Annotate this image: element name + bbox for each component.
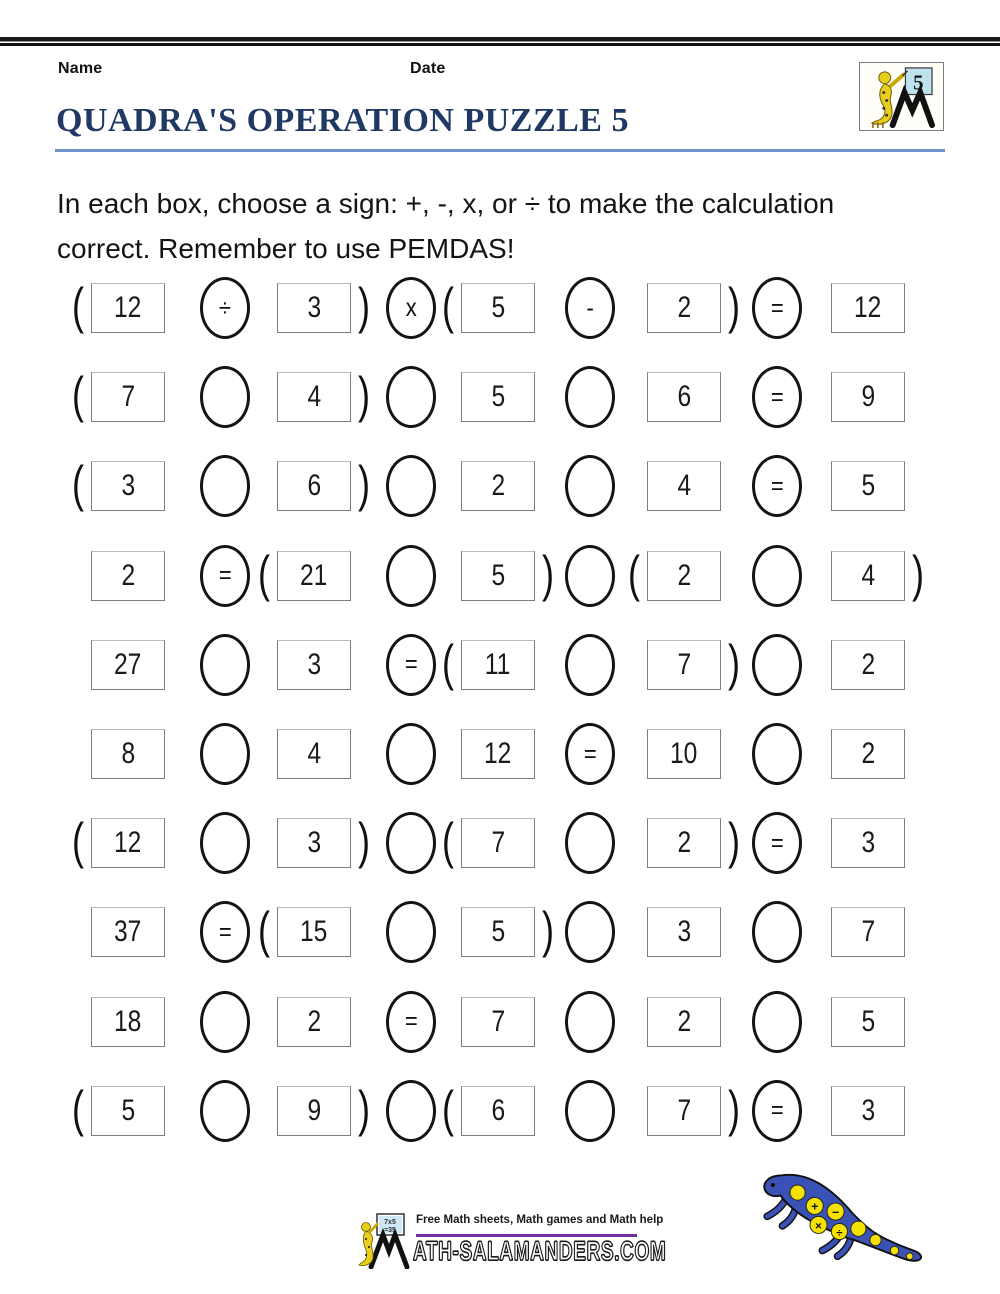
spot (882, 107, 885, 110)
site-logo-badge (859, 62, 944, 131)
number-box (647, 1086, 721, 1136)
number-box (831, 818, 905, 868)
number-value: 18 (114, 1004, 142, 1038)
number-value: 2 (677, 1004, 691, 1038)
equation-row-10 (0, 1080, 1000, 1142)
number-box (461, 372, 535, 422)
equation-row-2 (0, 366, 1000, 428)
spot (885, 114, 888, 117)
number-value: 2 (307, 1004, 321, 1038)
close-paren: ) (912, 545, 924, 602)
number-box (91, 818, 165, 868)
operation-value: = (404, 650, 418, 679)
footer-salamander-body (359, 1231, 373, 1266)
operation-circle-empty[interactable] (565, 812, 615, 874)
close-paren: ) (728, 278, 740, 334)
number-value: 10 (670, 737, 698, 770)
salamander-arm (890, 74, 905, 87)
number-value: 3 (121, 469, 135, 503)
m-logo-glyph (893, 93, 932, 126)
number-value: 3 (677, 915, 691, 949)
instructions (57, 181, 937, 271)
number-box (831, 1086, 905, 1136)
operation-circle-empty[interactable] (386, 455, 436, 517)
equation-row-6 (0, 723, 1000, 785)
salamander-body (872, 84, 892, 125)
number-box (277, 551, 351, 601)
number-box (277, 907, 351, 957)
site-wordmark: ATH-SALAMANDERS.COM (413, 1236, 667, 1266)
number-box (91, 640, 165, 690)
operation-value: = (218, 561, 232, 590)
number-value: 5 (861, 1004, 875, 1038)
close-paren: ) (542, 545, 554, 602)
operation-circle-filled[interactable] (200, 901, 250, 963)
board-line-1: 7x5 (384, 1219, 396, 1226)
close-paren: ) (728, 634, 740, 691)
divide-symbol: ÷ (836, 1227, 843, 1240)
number-box (277, 372, 351, 422)
close-paren: ) (358, 1080, 370, 1137)
number-box (461, 907, 535, 957)
number-box (831, 283, 905, 333)
number-value: 5 (491, 380, 505, 414)
number-value: 37 (114, 915, 142, 949)
instructions-line-2: correct. Remember to use PEMDAS! (57, 233, 515, 264)
board-line-2: =35 (384, 1227, 396, 1234)
number-box (831, 551, 905, 601)
open-paren: ( (72, 813, 84, 870)
operation-value: = (218, 917, 232, 946)
operation-circle-empty[interactable] (200, 991, 250, 1053)
operation-circle-filled[interactable] (386, 634, 436, 696)
number-box (831, 461, 905, 511)
operation-circle-empty[interactable] (565, 901, 615, 963)
equation-row-1 (0, 277, 1000, 339)
spot (368, 1246, 370, 1248)
instructions-line-1: In each box, choose a sign: +, -, x, or ÷ to make the calculation (57, 188, 835, 219)
operation-circle-empty[interactable] (752, 901, 802, 963)
operation-circle-empty[interactable] (752, 991, 802, 1053)
number-box (91, 907, 165, 957)
number-box (831, 907, 905, 957)
operation-circle-empty[interactable] (386, 723, 436, 785)
open-paren: ( (442, 634, 454, 691)
close-paren: ) (358, 367, 370, 424)
spot (365, 1254, 367, 1256)
number-value: 3 (307, 291, 321, 324)
operation-circle-empty[interactable] (565, 455, 615, 517)
operation-circle-empty[interactable] (386, 901, 436, 963)
close-paren: ) (728, 1080, 740, 1137)
equation-row-4 (0, 545, 1000, 607)
number-box (647, 818, 721, 868)
number-value: 7 (491, 826, 505, 860)
minus-symbol: − (831, 1205, 840, 1220)
footer-tagline: Free Math sheets, Math games and Math help (416, 1214, 664, 1226)
number-value: 2 (491, 469, 505, 503)
close-paren: ) (728, 813, 740, 870)
number-box (831, 372, 905, 422)
operation-circle-empty[interactable] (200, 1080, 250, 1142)
close-paren: ) (358, 456, 370, 513)
number-value: 2 (121, 558, 135, 592)
number-box (647, 551, 721, 601)
number-value: 3 (861, 1093, 875, 1127)
number-value: 2 (677, 291, 691, 324)
operation-circle-empty[interactable] (200, 723, 250, 785)
number-value: 9 (307, 1093, 321, 1127)
open-paren: ( (442, 278, 454, 334)
operation-circle-empty[interactable] (386, 545, 436, 607)
number-box (277, 729, 351, 779)
number-box (91, 461, 165, 511)
number-value: 27 (114, 647, 142, 681)
open-paren: ( (628, 545, 640, 602)
number-value: 8 (121, 737, 135, 770)
number-value: 3 (861, 826, 875, 860)
number-value: 6 (307, 469, 321, 503)
operation-value: = (583, 739, 597, 768)
number-value: 7 (121, 380, 135, 414)
number-box (277, 818, 351, 868)
operation-circle-empty[interactable] (752, 723, 802, 785)
number-value: 4 (307, 380, 321, 414)
number-box (647, 907, 721, 957)
operation-value: - (586, 293, 594, 322)
number-box (831, 640, 905, 690)
number-value: 12 (854, 291, 882, 324)
open-paren: ( (258, 545, 270, 602)
number-box (461, 461, 535, 511)
operation-circle-empty[interactable] (565, 545, 615, 607)
operation-circle-filled[interactable] (386, 277, 436, 339)
operation-circle-filled[interactable] (565, 723, 615, 785)
name-label: Name (58, 60, 103, 77)
blue-salamander-icon (752, 1156, 942, 1271)
number-value: 5 (121, 1093, 135, 1127)
number-value: 6 (677, 380, 691, 414)
operation-circle-empty[interactable] (200, 366, 250, 428)
number-value: 3 (307, 647, 321, 681)
operation-circle-empty[interactable] (565, 366, 615, 428)
close-paren: ) (358, 278, 370, 334)
number-box (277, 461, 351, 511)
number-box (831, 729, 905, 779)
salamander-logo-icon (860, 63, 943, 130)
operation-circle-filled[interactable] (200, 545, 250, 607)
number-value: 7 (677, 1093, 691, 1127)
operation-circle-filled[interactable] (565, 277, 615, 339)
title-underline (55, 149, 945, 152)
number-box (461, 640, 535, 690)
operation-circle-empty[interactable] (386, 1080, 436, 1142)
operation-circle-empty[interactable] (565, 1080, 615, 1142)
operation-circle-filled[interactable] (386, 991, 436, 1053)
spot (882, 91, 885, 94)
operation-circle-empty[interactable] (200, 812, 250, 874)
number-value: 7 (861, 915, 875, 949)
number-box (277, 640, 351, 690)
spot (851, 1221, 866, 1236)
number-box (461, 818, 535, 868)
spot (890, 1246, 899, 1255)
number-box (91, 283, 165, 333)
operation-circle-empty[interactable] (752, 545, 802, 607)
number-box (91, 372, 165, 422)
spot (906, 1253, 913, 1260)
operation-value: x (405, 293, 417, 322)
open-paren: ( (442, 1080, 454, 1137)
number-box (91, 551, 165, 601)
operation-value: = (770, 471, 784, 500)
number-value: 12 (114, 291, 142, 324)
operation-circle-filled[interactable] (752, 455, 802, 517)
operation-circle-empty[interactable] (386, 812, 436, 874)
top-rule-bar (0, 37, 1000, 46)
operation-value: = (770, 828, 784, 857)
page-title: QUADRA'S OPERATION PUZZLE 5 (56, 102, 629, 139)
open-paren: ( (258, 902, 270, 959)
badge-number: 5 (913, 72, 924, 95)
operation-circle-filled[interactable] (752, 366, 802, 428)
number-box (91, 997, 165, 1047)
number-value: 4 (677, 469, 691, 503)
equation-row-3 (0, 455, 1000, 517)
number-box (647, 283, 721, 333)
number-value: 4 (861, 558, 875, 592)
number-value: 2 (677, 826, 691, 860)
number-value: 12 (114, 826, 142, 860)
open-paren: ( (72, 367, 84, 424)
number-value: 5 (491, 291, 505, 324)
number-value: 2 (677, 558, 691, 592)
open-paren: ( (72, 456, 84, 513)
number-value: 5 (861, 469, 875, 503)
number-value: 5 (491, 915, 505, 949)
operation-value: = (770, 382, 784, 411)
equation-row-8 (0, 901, 1000, 963)
number-box (647, 640, 721, 690)
number-value: 3 (307, 826, 321, 860)
number-value: 2 (861, 737, 875, 770)
number-box (91, 1086, 165, 1136)
operation-value: = (404, 1007, 418, 1036)
number-box (461, 551, 535, 601)
number-box (461, 283, 535, 333)
times-symbol: × (815, 1220, 822, 1233)
operation-circle-filled[interactable] (752, 1080, 802, 1142)
number-box (647, 997, 721, 1047)
equation-row-5 (0, 634, 1000, 696)
footer-salamander-head (362, 1223, 371, 1232)
number-value: 15 (300, 915, 328, 949)
open-paren: ( (72, 1080, 84, 1137)
plus-symbol: + (811, 1199, 819, 1214)
number-value: 11 (485, 647, 511, 681)
footer-easel-logo-icon (356, 1211, 414, 1269)
number-value: 7 (491, 1004, 505, 1038)
close-paren: ) (542, 902, 554, 959)
easel-m-legs (371, 1235, 407, 1267)
number-box (277, 1086, 351, 1136)
number-box (831, 997, 905, 1047)
operation-circle-filled[interactable] (200, 277, 250, 339)
spot (790, 1185, 805, 1200)
number-box (461, 729, 535, 779)
operation-circle-filled[interactable] (752, 277, 802, 339)
open-paren: ( (72, 278, 84, 334)
number-box (277, 997, 351, 1047)
operation-circle-empty[interactable] (386, 366, 436, 428)
number-box (647, 461, 721, 511)
salamander-head (879, 72, 891, 84)
number-box (647, 372, 721, 422)
equation-row-9 (0, 991, 1000, 1053)
number-value: 21 (300, 558, 328, 592)
number-value: 9 (861, 380, 875, 414)
number-box (647, 729, 721, 779)
equation-row-7 (0, 812, 1000, 874)
date-label: Date (410, 60, 446, 77)
eye (771, 1183, 775, 1187)
operation-circle-empty[interactable] (200, 455, 250, 517)
operation-circle-filled[interactable] (752, 812, 802, 874)
close-paren: ) (358, 813, 370, 870)
operation-circle-empty[interactable] (565, 634, 615, 696)
number-box (91, 729, 165, 779)
operation-circle-empty[interactable] (752, 634, 802, 696)
operation-circle-empty[interactable] (565, 991, 615, 1053)
number-value: 5 (491, 558, 505, 592)
spot (365, 1238, 367, 1240)
number-value: 2 (861, 647, 875, 681)
number-value: 4 (307, 737, 321, 770)
open-paren: ( (442, 813, 454, 870)
operation-value: = (770, 1096, 784, 1125)
number-box (461, 997, 535, 1047)
operation-value: ÷ (218, 293, 232, 322)
operation-circle-empty[interactable] (200, 634, 250, 696)
spot (870, 1234, 881, 1245)
number-value: 12 (484, 737, 512, 770)
number-value: 7 (677, 647, 691, 681)
number-box (277, 283, 351, 333)
spot (885, 99, 888, 102)
number-box (461, 1086, 535, 1136)
number-value: 6 (491, 1093, 505, 1127)
operation-value: = (770, 293, 784, 322)
